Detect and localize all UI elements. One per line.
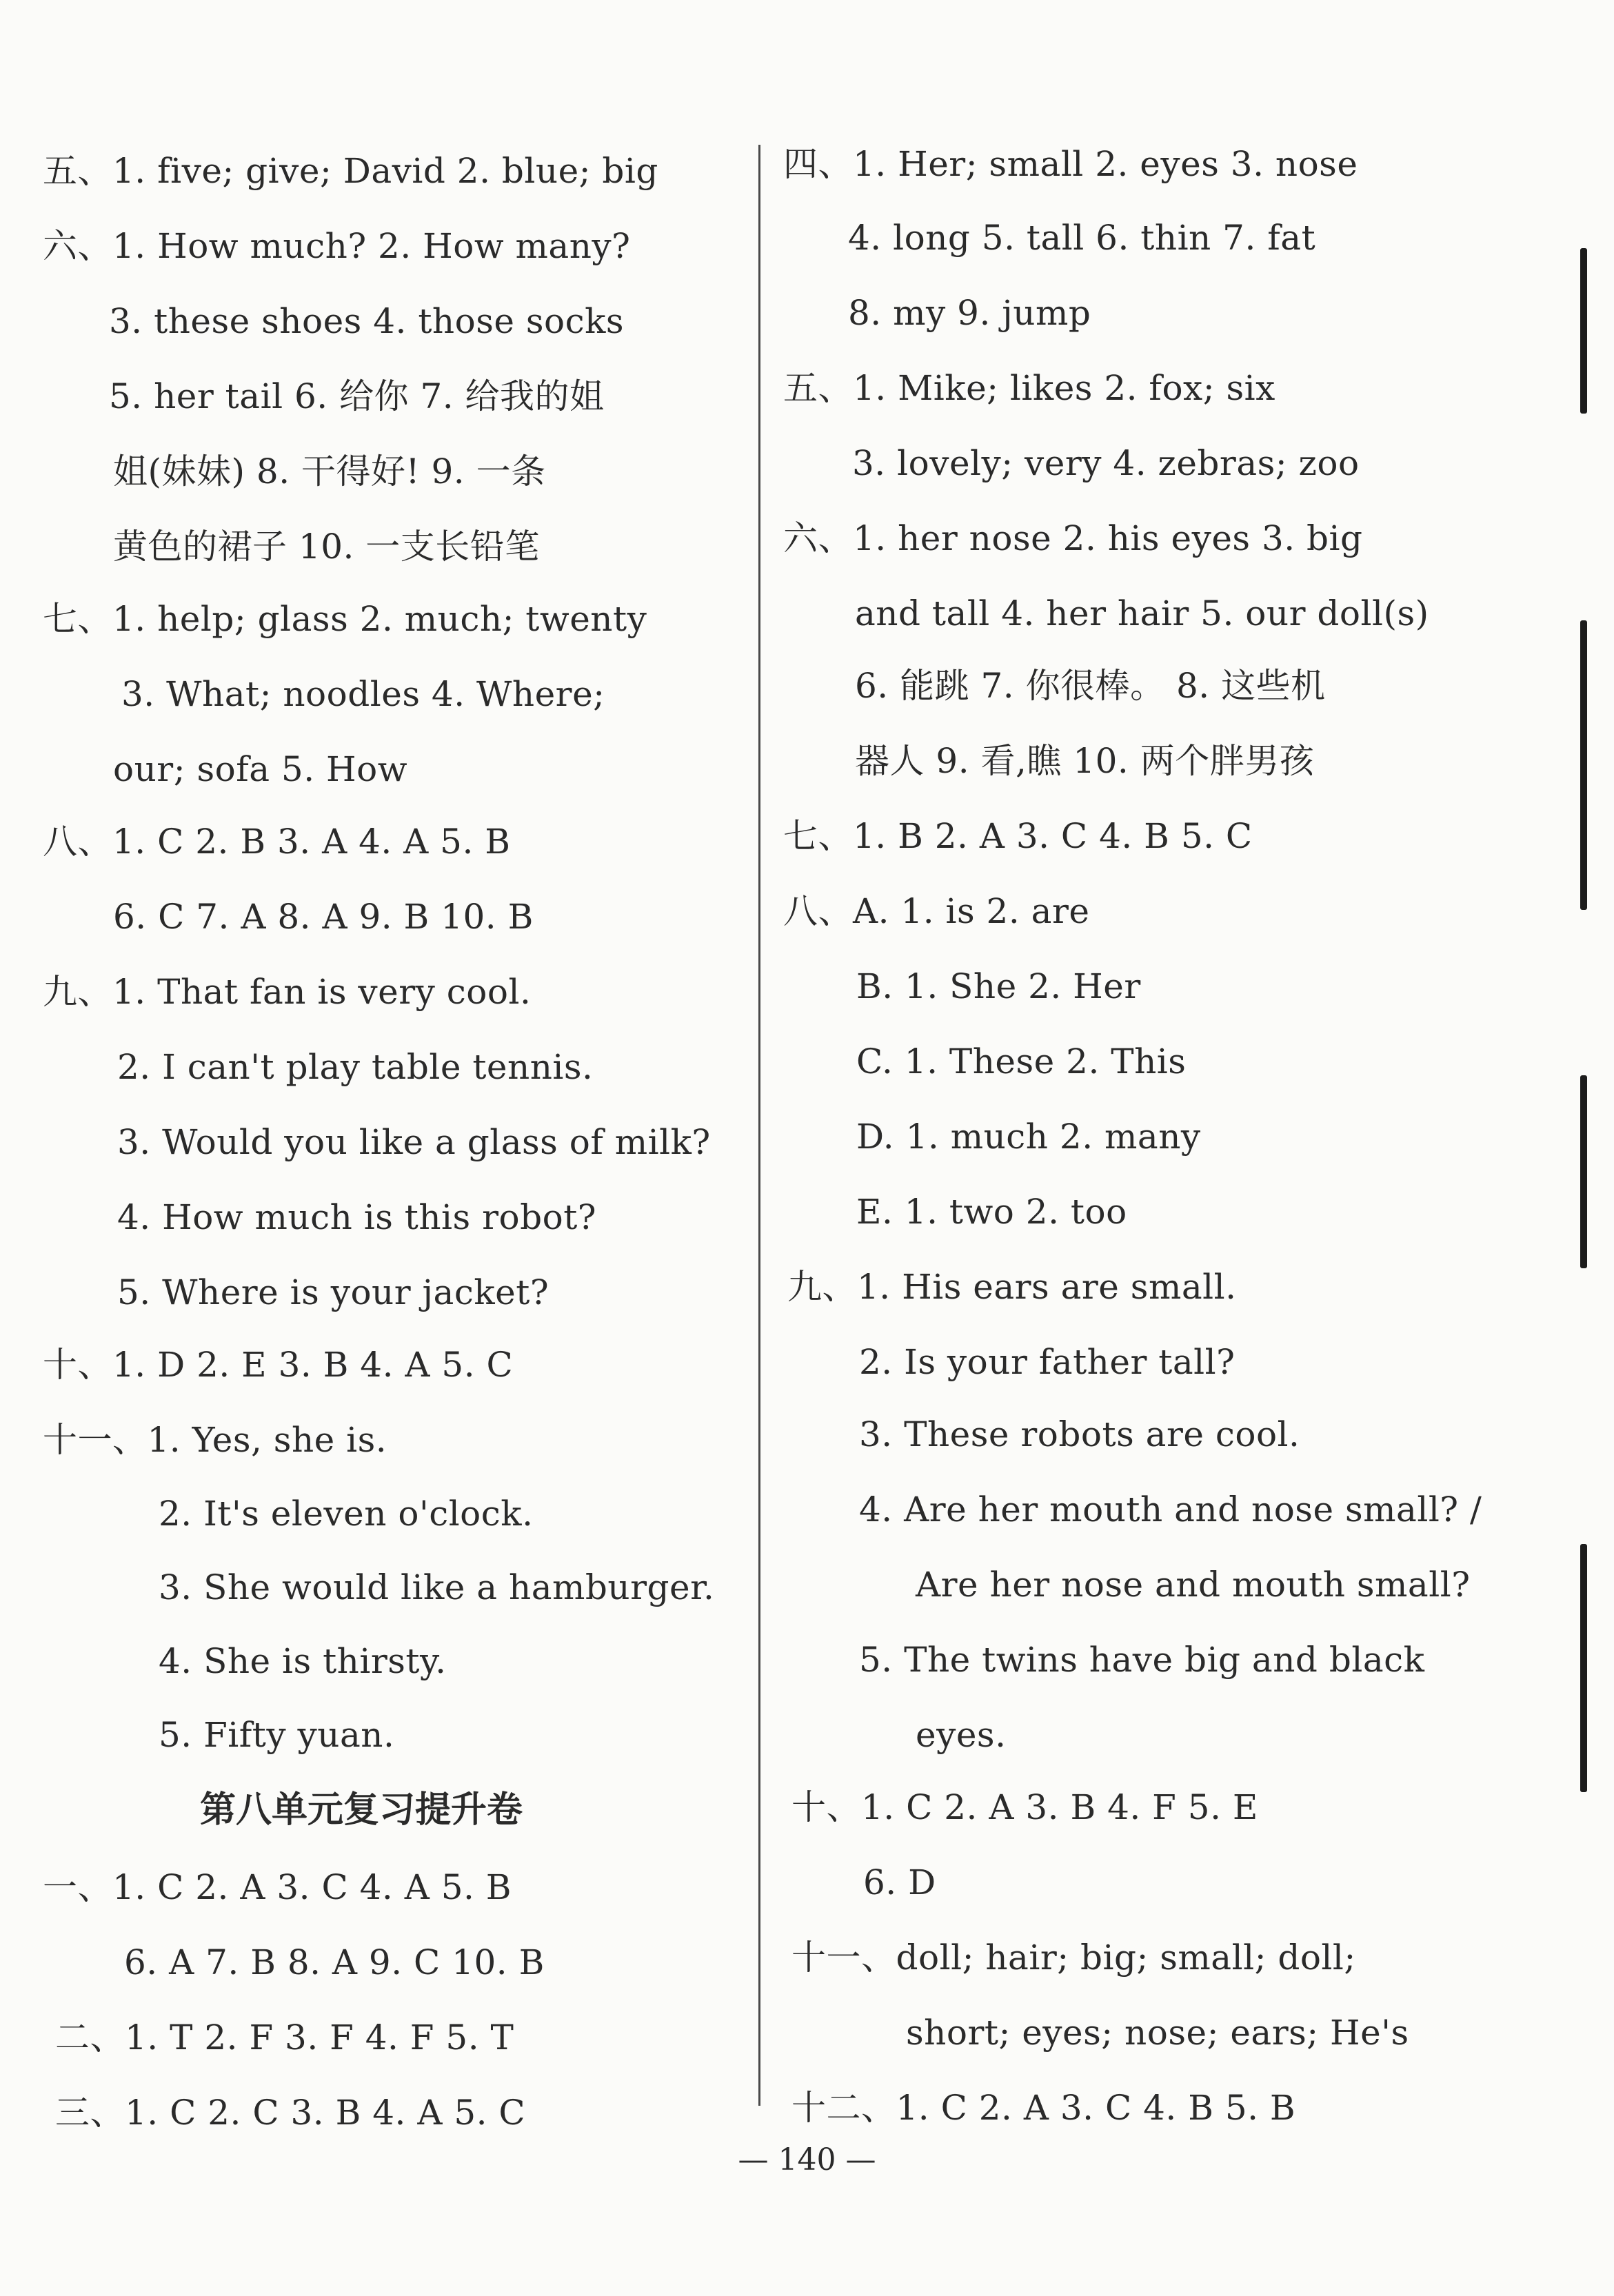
answer-line: 3. These robots are cool. bbox=[859, 1414, 1300, 1454]
answer-line: 八、A. 1. is 2. are bbox=[783, 891, 1090, 931]
answer-line: 十二、1. C 2. A 3. C 4. B 5. B bbox=[791, 2088, 1296, 2128]
answer-line: 6. D bbox=[863, 1862, 936, 1902]
section-title: 第八单元复习提升卷 bbox=[200, 1789, 523, 1831]
answer-line: 四、1. Her; small 2. eyes 3. nose bbox=[783, 144, 1358, 184]
answer-line: 6. C 7. A 8. A 9. B 10. B bbox=[113, 897, 534, 937]
answer-line: 六、1. How much? 2. How many? bbox=[43, 226, 631, 266]
answer-line: 5. her tail 6. 给你 7. 给我的姐 bbox=[109, 376, 605, 416]
answer-line: 姐(妹妹) 8. 干得好! 9. 一条 bbox=[113, 451, 546, 491]
answer-line: 4. Are her mouth and nose small? / bbox=[859, 1490, 1482, 1530]
answer-line: 5. The twins have big and black bbox=[859, 1640, 1425, 1680]
answer-line: 器人 9. 看,瞧 10. 两个胖男孩 bbox=[855, 741, 1315, 781]
scan-edge-mark bbox=[1580, 1544, 1587, 1792]
answer-line: 九、1. His ears are small. bbox=[787, 1267, 1237, 1307]
answer-line: 七、1. B 2. A 3. C 4. B 5. C bbox=[783, 816, 1253, 856]
answer-line: eyes. bbox=[916, 1715, 1007, 1755]
answer-line: 3. What; noodles 4. Where; bbox=[121, 674, 605, 714]
answer-line: 2. Is your father tall? bbox=[859, 1342, 1235, 1382]
answer-line: 十、1. D 2. E 3. B 4. A 5. C bbox=[43, 1345, 514, 1385]
answer-line: 一、1. C 2. A 3. C 4. A 5. B bbox=[43, 1867, 512, 1907]
answer-line: 十一、1. Yes, she is. bbox=[43, 1420, 387, 1460]
answer-line: D. 1. much 2. many bbox=[856, 1117, 1201, 1157]
answer-line: 6. A 7. B 8. A 9. C 10. B bbox=[124, 1942, 545, 1982]
answer-line: 十、1. C 2. A 3. B 4. F 5. E bbox=[791, 1787, 1258, 1827]
answer-line: 2. It's eleven o'clock. bbox=[159, 1494, 534, 1534]
answer-line: 4. How much is this robot? bbox=[117, 1197, 597, 1237]
answer-line: short; eyes; nose; ears; He's bbox=[906, 2013, 1409, 2053]
answer-line: 三、1. C 2. C 3. B 4. A 5. C bbox=[55, 2093, 526, 2133]
answer-line: 五、1. five; give; David 2. blue; big bbox=[43, 151, 658, 191]
page-number: — 140 — bbox=[738, 2142, 876, 2177]
answer-line: 6. 能跳 7. 你很棒。 8. 这些机 bbox=[855, 666, 1326, 706]
answer-line: 3. these shoes 4. those socks bbox=[109, 301, 625, 341]
scan-edge-mark bbox=[1580, 620, 1587, 910]
answer-line: 七、1. help; glass 2. much; twenty bbox=[43, 599, 647, 639]
answer-line: 8. my 9. jump bbox=[848, 293, 1091, 333]
answer-line: our; sofa 5. How bbox=[113, 749, 408, 789]
answer-line: Are her nose and mouth small? bbox=[916, 1565, 1471, 1605]
column-divider bbox=[758, 145, 760, 2106]
answer-line: 五、1. Mike; likes 2. fox; six bbox=[783, 368, 1275, 408]
answer-line: C. 1. These 2. This bbox=[856, 1042, 1187, 1081]
answer-line: 3. Would you like a glass of milk? bbox=[117, 1122, 711, 1162]
answer-line: B. 1. She 2. Her bbox=[856, 966, 1141, 1006]
scan-edge-mark bbox=[1580, 1075, 1587, 1268]
answer-line: 十一、doll; hair; big; small; doll; bbox=[791, 1938, 1356, 1978]
scan-edge-mark bbox=[1580, 248, 1587, 414]
answer-line: 二、1. T 2. F 3. F 4. F 5. T bbox=[55, 2018, 514, 2058]
answer-line: 八、1. C 2. B 3. A 4. A 5. B bbox=[43, 822, 511, 862]
answer-line: 5. Fifty yuan. bbox=[159, 1715, 395, 1755]
answer-line: 4. She is thirsty. bbox=[159, 1641, 447, 1681]
answer-line: 六、1. her nose 2. his eyes 3. big bbox=[783, 518, 1363, 558]
answer-line: and tall 4. her hair 5. our doll(s) bbox=[855, 593, 1429, 633]
answer-line: 3. lovely; very 4. zebras; zoo bbox=[852, 443, 1360, 483]
answer-line: 5. Where is your jacket? bbox=[117, 1272, 549, 1312]
answer-line: 黄色的裙子 10. 一支长铅笔 bbox=[113, 527, 540, 567]
answer-line: 3. She would like a hamburger. bbox=[159, 1567, 715, 1607]
answer-line: E. 1. two 2. too bbox=[856, 1192, 1127, 1232]
answer-line: 九、1. That fan is very cool. bbox=[43, 972, 532, 1012]
answer-line: 4. long 5. tall 6. thin 7. fat bbox=[848, 218, 1316, 258]
answer-line: 2. I can't play table tennis. bbox=[117, 1047, 594, 1087]
